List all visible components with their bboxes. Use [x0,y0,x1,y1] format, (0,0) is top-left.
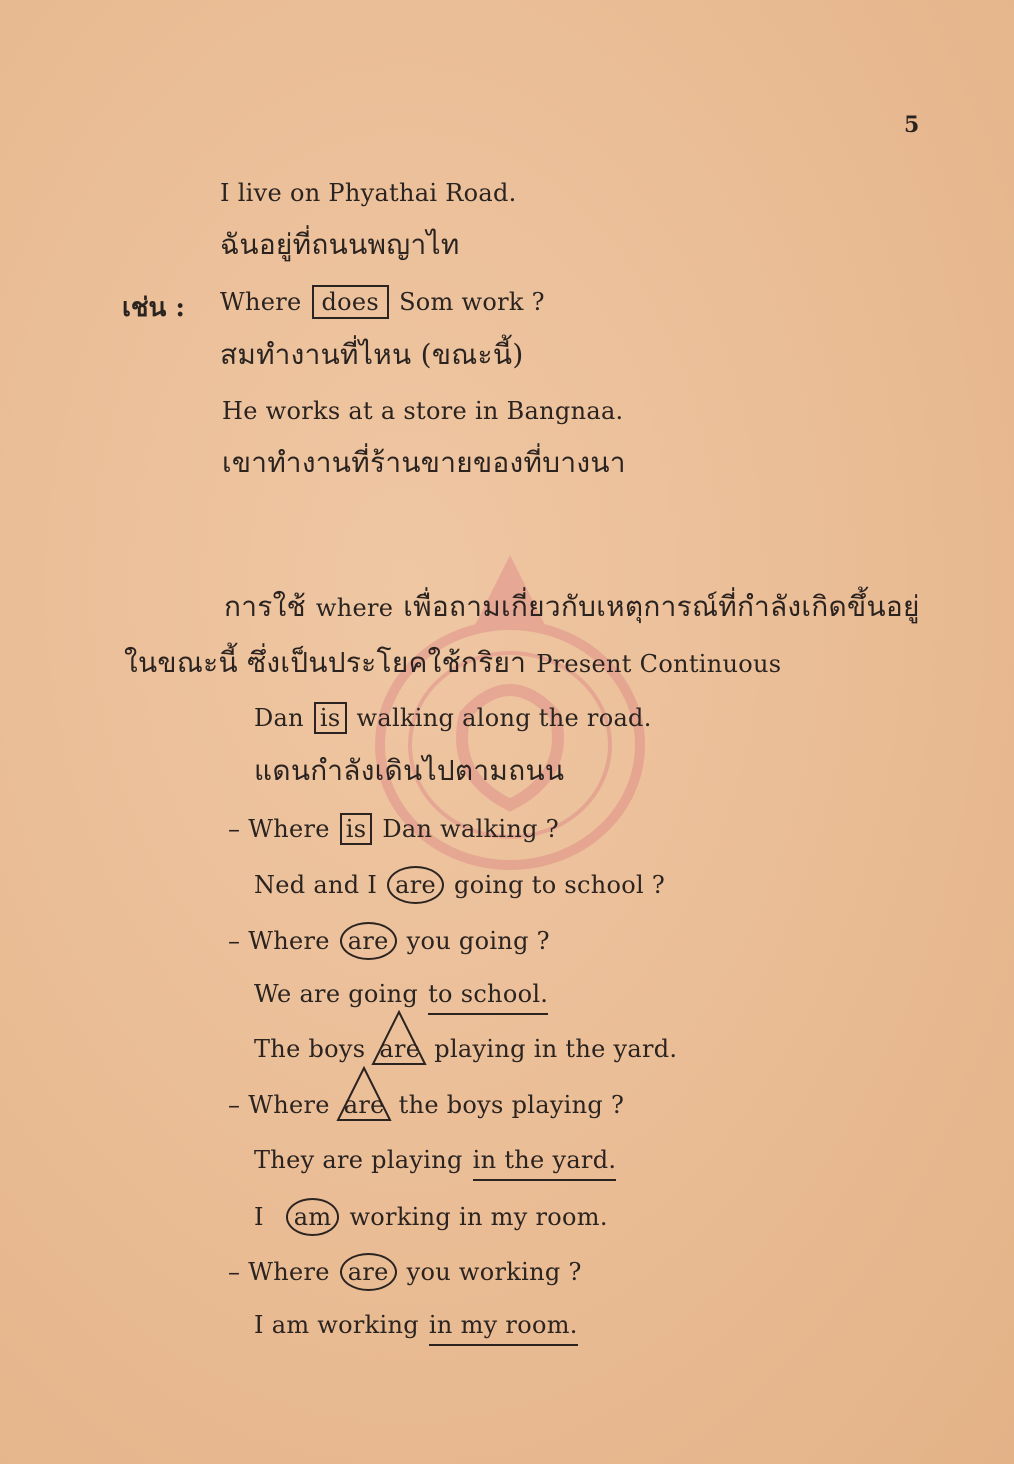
triangle-mark [334,1064,394,1124]
paragraph-line-1: การใช้ where เพื่อถามเกี่ยวกับเหตุการณ์ที่กำลังเกิดขึ้นอยู่ [224,590,920,623]
line-english-1: I live on Phyathai Road. [220,179,517,207]
line-english-3: He works at a store in Bangnaa. [222,397,624,425]
example-3: – Where is Dan walking ? [228,815,559,843]
example-5: – Where are you going ? [228,922,550,960]
example-10: I am working in my room. [254,1198,608,1236]
triangled-word: are [340,1088,389,1122]
circled-word: are [340,1253,397,1291]
circled-word: are [340,922,397,960]
example-12: I am working in my room. [254,1308,578,1346]
triangle-mark [369,1008,429,1068]
example-4: Ned and I are going to school ? [254,866,665,904]
line-thai-1: ฉันอยู่ที่ถนนพญาไท [220,228,460,261]
paragraph-line-2: ในขณะนี้ ซึ่งเป็นประโยคใช้กริยา Present Continuous [124,646,782,679]
boxed-word: does [312,285,390,319]
example-6: We are going to school. [254,977,548,1015]
example-11: – Where are you working ? [228,1253,582,1291]
line-thai-3: เขาทำงานที่ร้านขายของที่บางนา [222,446,626,479]
example-2-thai: แดนกำลังเดินไปตามถนน [254,754,565,787]
underlined-phrase: in the yard. [473,1143,617,1181]
example-label: เช่น : [122,293,185,323]
circled-word: am [286,1198,340,1236]
boxed-word: is [340,813,373,845]
example-7: The boys are playing in the yard. [254,1032,677,1066]
line-thai-2: สมทำงานที่ไหน (ขณะนี้) [220,338,524,371]
underlined-phrase: to school. [428,977,548,1015]
example-1: Dan is walking along the road. [254,704,652,732]
circled-word: are [387,866,444,904]
triangled-word: are [375,1032,424,1066]
example-8: – Where are the boys playing ? [228,1088,624,1122]
underlined-phrase: in my room. [429,1308,578,1346]
example-9: They are playing in the yard. [254,1143,616,1181]
line-english-2: Where does Som work ? [220,285,545,319]
page-number: 5 [904,112,920,138]
boxed-word: is [314,702,347,734]
